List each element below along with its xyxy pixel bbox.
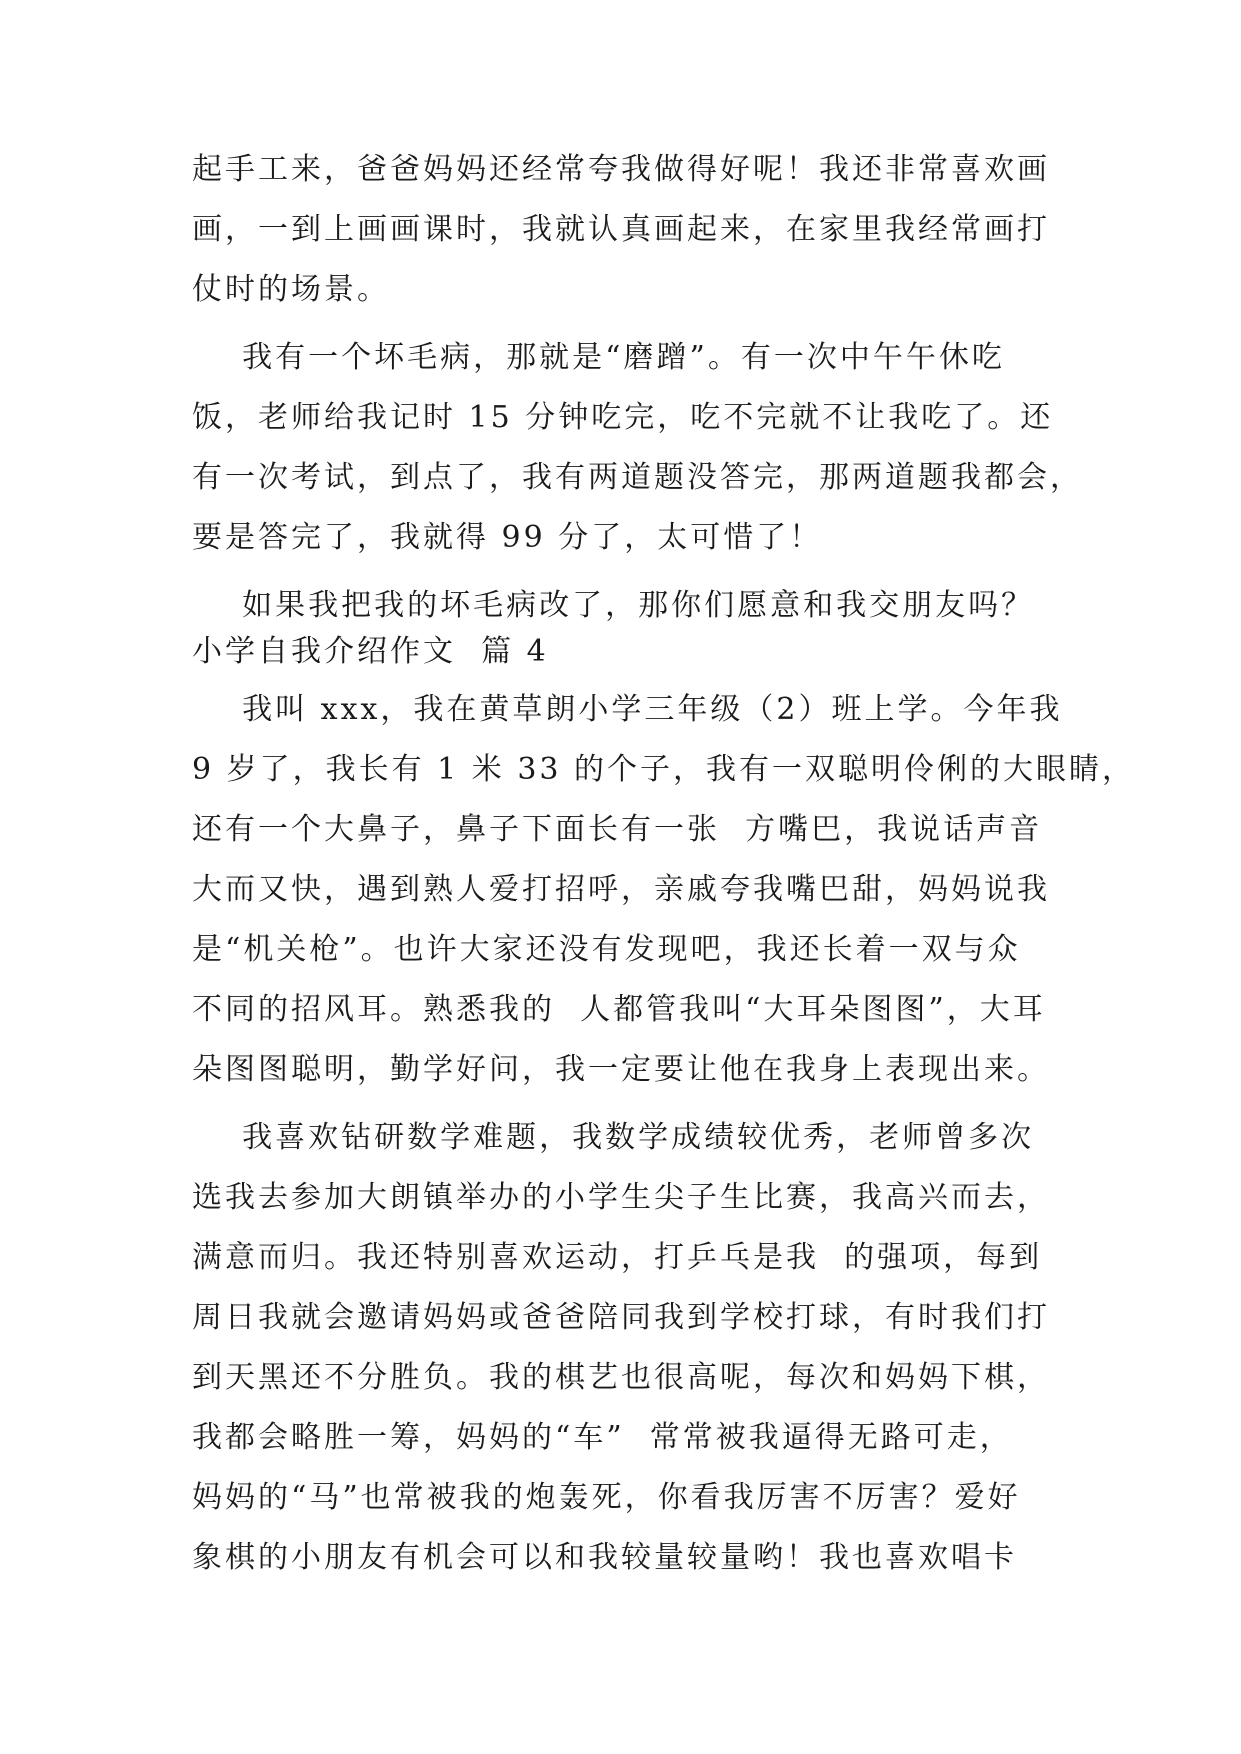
text-line: 起手工来，爸爸妈妈还经常夸我做得好呢！我还非常喜欢画 bbox=[192, 152, 1050, 187]
text-line: 选我去参加大朗镇举办的小学生尖子生比赛，我高兴而去， bbox=[192, 1180, 1050, 1215]
text-line: 画，一到上画画课时，我就认真画起来，在家里我经常画打 bbox=[192, 212, 1050, 247]
section-heading: 小学自我介绍作文 篇 4 bbox=[192, 634, 549, 669]
text-line: 是“机关枪”。也许大家还没有发现吧，我还长着一双与众 bbox=[192, 932, 1021, 967]
text-line: 我有一个坏毛病，那就是“磨蹭”。有一次中午午休吃 bbox=[192, 340, 1005, 375]
text-line: 有一次考试，到点了，我有两道题没答完，那两道题我都会， bbox=[192, 460, 1083, 495]
text-line: 9 岁了，我长有 1 米 33 的个子，我有一双聪明伶俐的大眼睛， bbox=[192, 752, 1136, 787]
text-line: 如果我把我的坏毛病改了，那你们愿意和我交朋友吗？ bbox=[192, 588, 1035, 623]
text-line: 还有一个大鼻子，鼻子下面长有一张 方嘴巴，我说话声音 bbox=[192, 812, 1043, 847]
text-line: 象棋的小朋友有机会可以和我较量较量哟！我也喜欢唱卡 bbox=[192, 1540, 1017, 1575]
text-line: 满意而归。我还特别喜欢运动，打乒乓是我 的强项，每到 bbox=[192, 1240, 1043, 1275]
text-line: 大而又快，遇到熟人爱打招呼，亲戚夸我嘴巴甜，妈妈说我 bbox=[192, 872, 1050, 907]
text-line: 饭，老师给我记时 15 分钟吃完，吃不完就不让我吃了。还 bbox=[192, 400, 1054, 435]
text-line: 我叫 xxx，我在黄草朗小学三年级（2）班上学。今年我 bbox=[192, 692, 1063, 727]
text-line: 要是答完了，我就得 99 分了，太可惜了！ bbox=[192, 520, 823, 555]
text-line: 不同的招风耳。熟悉我的 人都管我叫“大耳朵图图”，大耳 bbox=[192, 992, 1046, 1027]
text-line: 我喜欢钻研数学难题，我数学成绩较优秀，老师曾多次 bbox=[192, 1120, 1035, 1155]
text-line: 仗时的场景。 bbox=[192, 272, 390, 307]
text-line: 到天黑还不分胜负。我的棋艺也很高呢，每次和妈妈下棋， bbox=[192, 1360, 1050, 1395]
text-line: 朵图图聪明，勤学好问，我一定要让他在我身上表现出来。 bbox=[192, 1052, 1050, 1087]
text-line: 周日我就会邀请妈妈或爸爸陪同我到学校打球，有时我们打 bbox=[192, 1300, 1050, 1335]
text-line: 我都会略胜一筹，妈妈的“车” 常常被我逼得无路可走， bbox=[192, 1420, 1013, 1455]
text-line: 妈妈的“马”也常被我的炮轰死，你看我厉害不厉害？爱好 bbox=[192, 1480, 1021, 1515]
